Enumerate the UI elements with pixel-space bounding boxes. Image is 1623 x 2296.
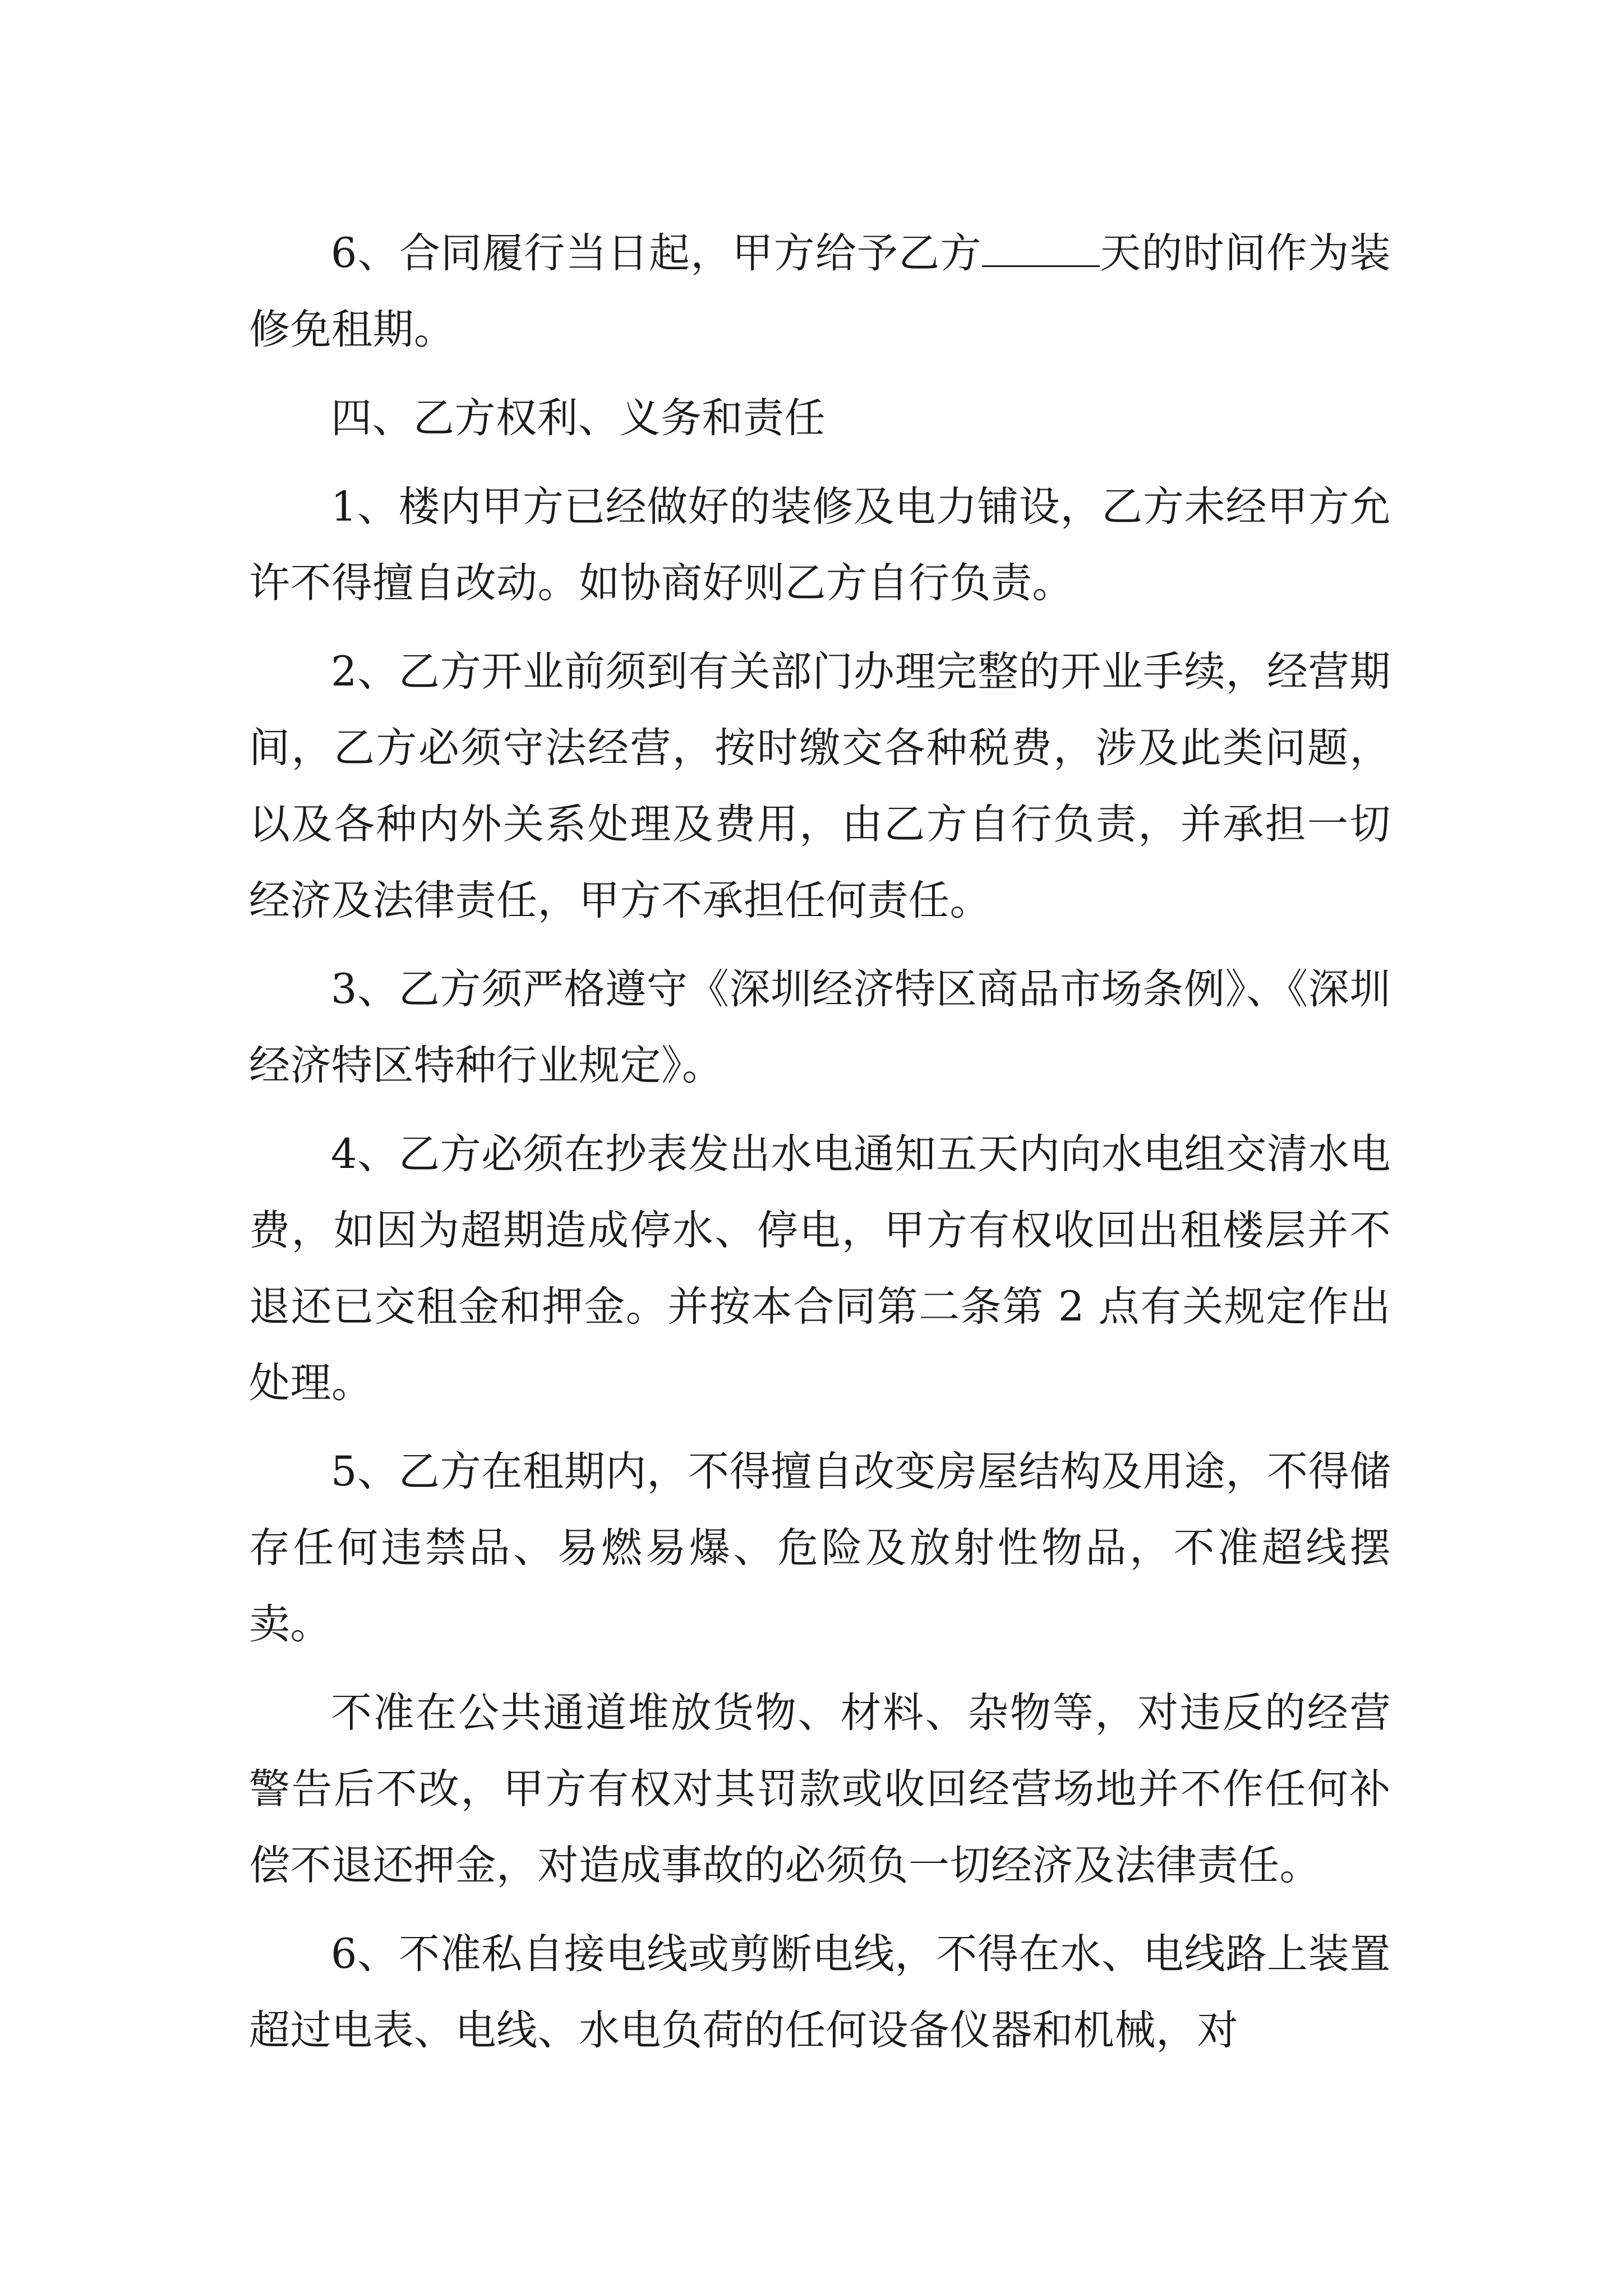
clause-b4-utilities-payment: 4、乙方必须在抄表发出水电通知五天内向水电组交清水电费，如因为超期造成停水、停电，甲方有权收回出租楼层并不退还已交租金和押金。并按本合同第二条第 2 点有关规定作出处理。 <box>249 1130 1391 1407</box>
clause-b1-decoration: 1、楼内甲方已经做好的装修及电力铺设，乙方未经甲方允许不得擅自改动。如协商好则乙方自行负责。 <box>249 483 1391 607</box>
clause-6-text-after-blank: 天的时间作为装修免租期。 <box>249 229 1391 353</box>
fill-in-blank-days <box>982 233 1100 267</box>
clause-b5-structure-usage: 5、乙方在租期内，不得擅自改变房屋结构及用途，不得储存任何违禁品、易燃易爆、危险及放射性物品，不准超线摆卖。 <box>249 1448 1391 1648</box>
document-page <box>249 215 1391 2081</box>
clause-b6-electric-wiring: 6、不准私自接电线或剪断电线，不得在水、电线路上装置超过电表、电线、水电负荷的任何设备仪器和机械，对 <box>249 1930 1391 2054</box>
clause-b3-regulations: 3、乙方须严格遵守《深圳经济特区商品市场条例》、《深圳经济特区特种行业规定》。 <box>249 965 1391 1089</box>
clause-6-rent-free-period <box>249 215 1391 368</box>
clause-b5-public-passage: 不准在公共通道堆放货物、材料、杂物等，对违反的经营警告后不改，甲方有权对其罚款或收回经营场地并不作任何补偿不退还押金，对造成事故的必须负一切经济及法律责任。 <box>249 1689 1391 1889</box>
clause-6-text-before-blank: 6、合同履行当日起，甲方给予乙方 <box>331 229 982 277</box>
clause-b2-business-license: 2、乙方开业前须到有关部门办理完整的开业手续，经营期间，乙方必须守法经营，按时缴交各种税费，涉及此类问题，以及各种内外关系处理及费用，由乙方自行负责，并承担一切经济及法律责任，甲方不承担任何责任。 <box>249 648 1391 924</box>
section-heading-party-b-rights: 四、乙方权利、义务和责任 <box>331 394 826 442</box>
